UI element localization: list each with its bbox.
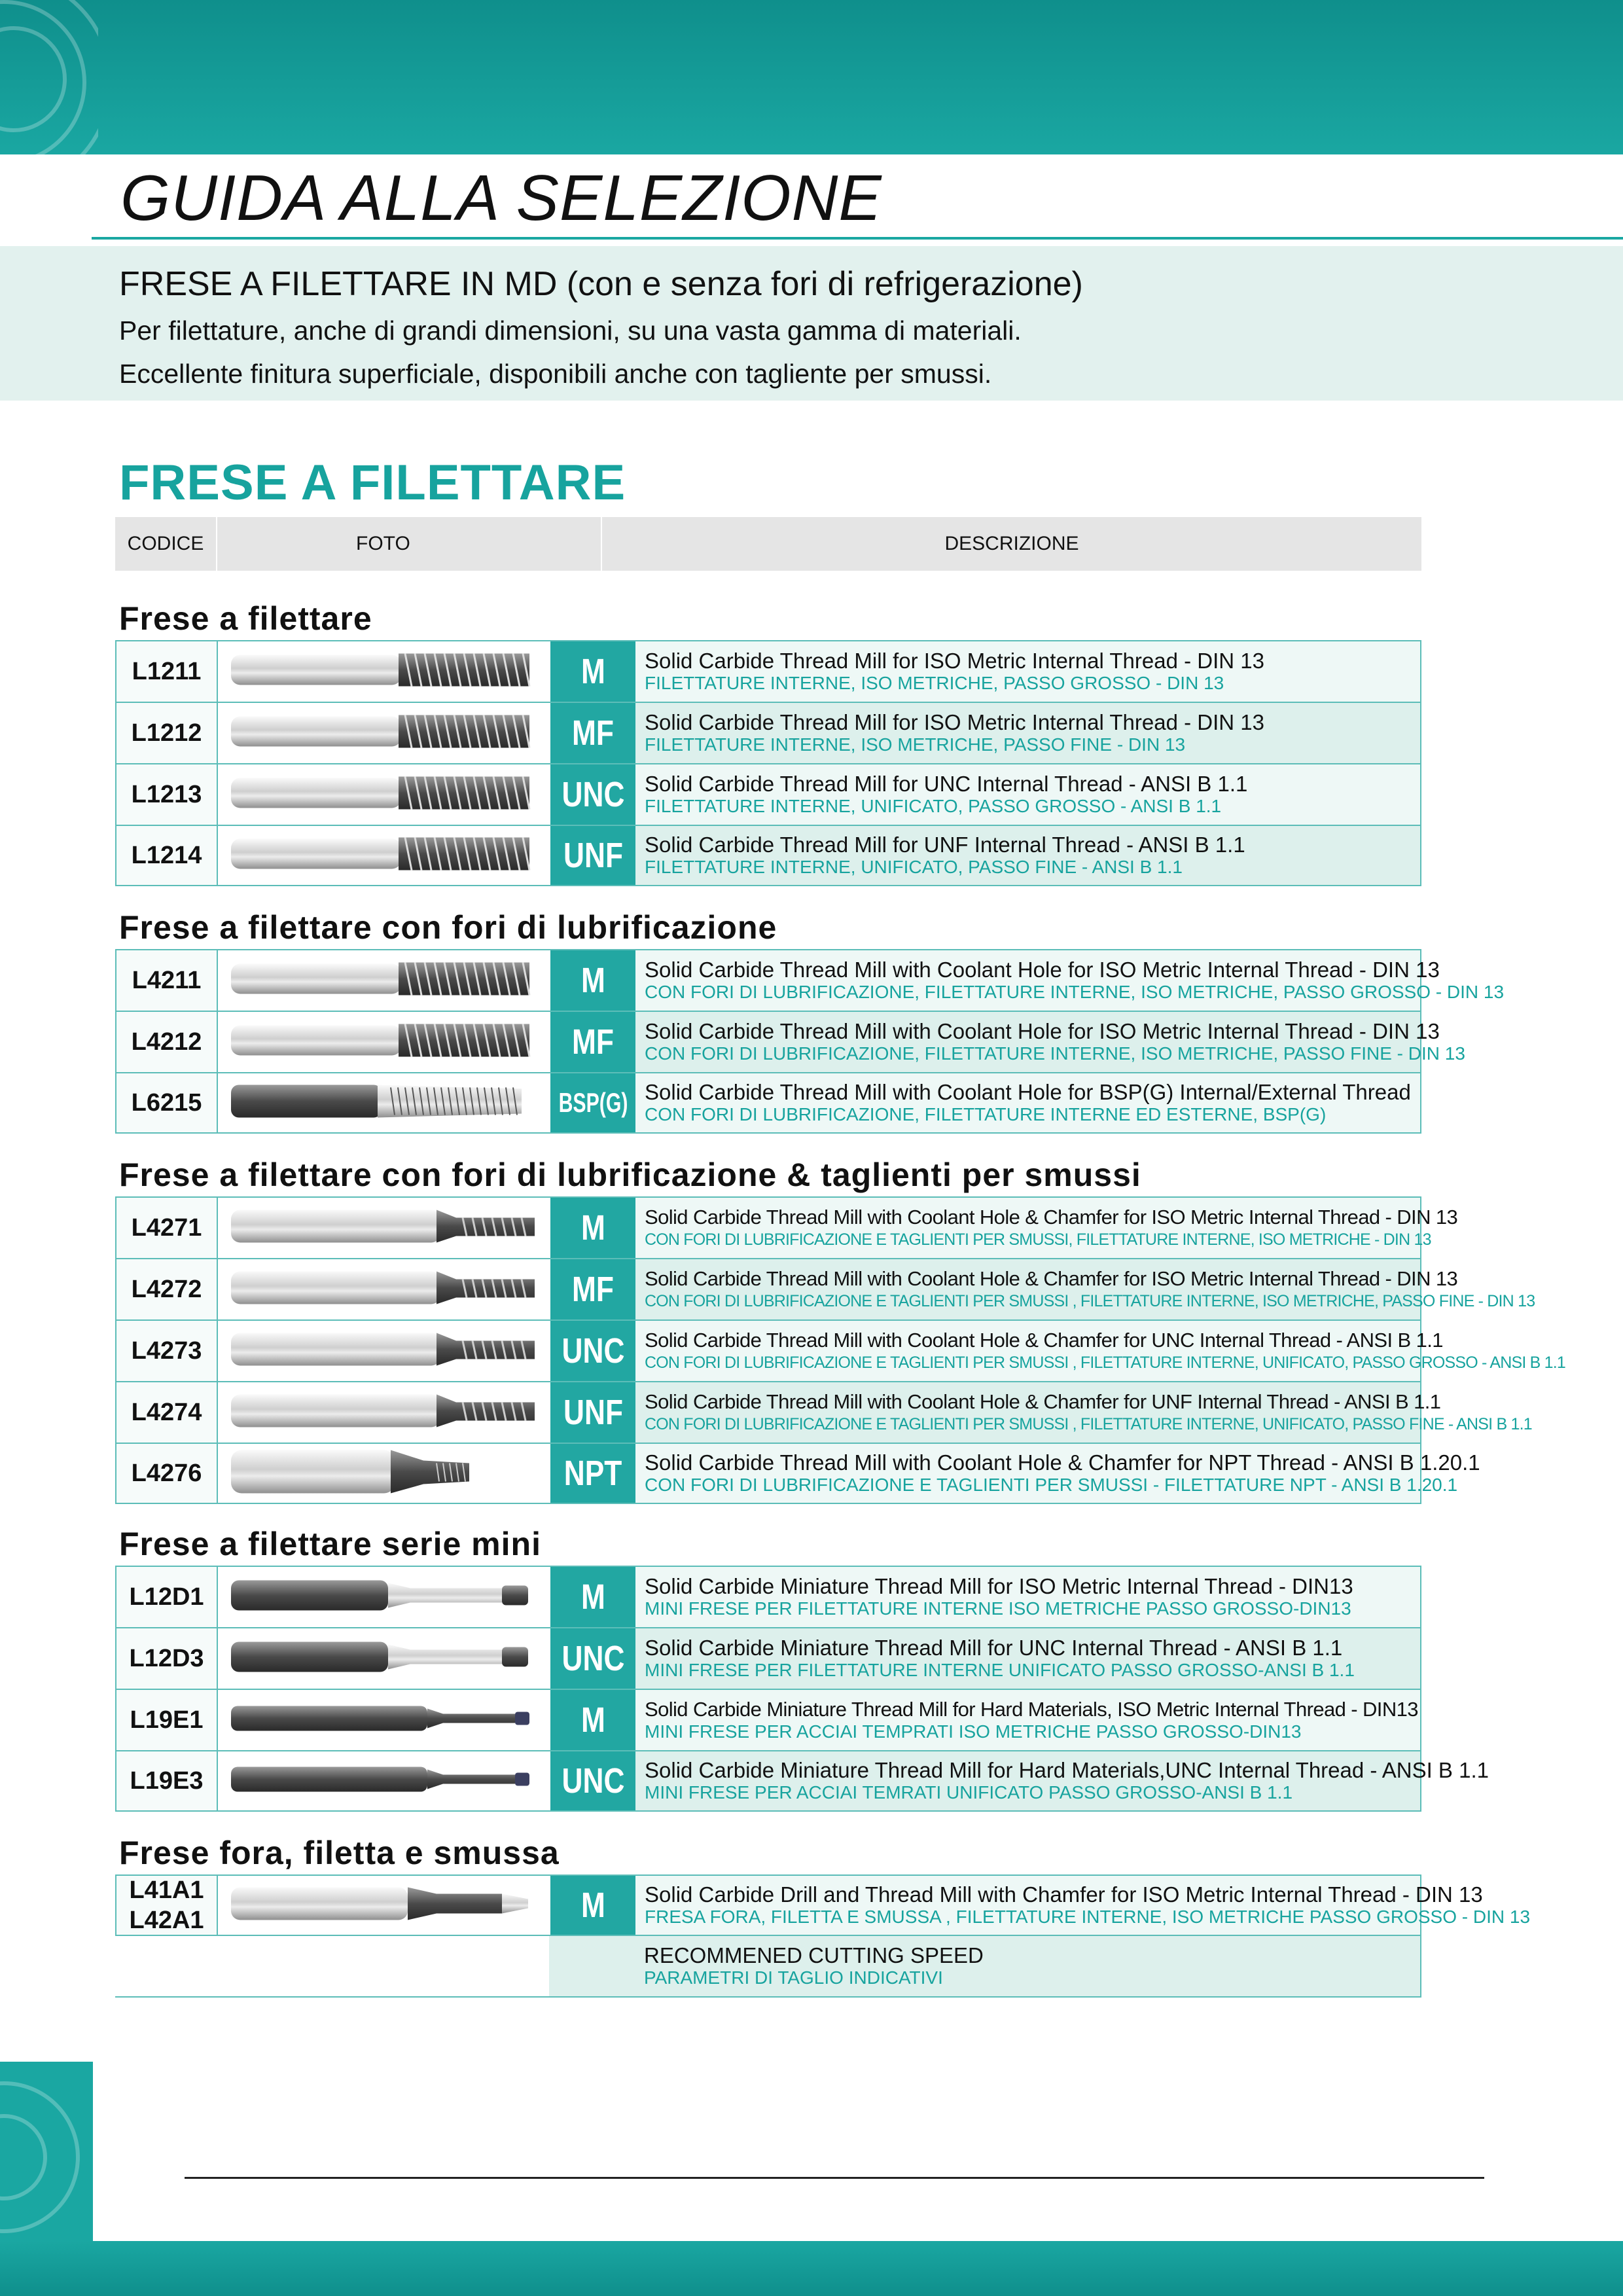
- description-italian: MINI FRESE PER ACCIAI TEMRATI UNIFICATO PASSO GROSSO-ANSI B 1.1: [645, 1782, 1293, 1803]
- thread-type-label: UNC: [562, 1331, 624, 1371]
- tool-photo: [218, 641, 550, 702]
- table-row: [115, 1381, 1532, 1443]
- description-english: Solid Carbide Thread Mill with Coolant Hole for ISO Metric Internal Thread - DIN 13: [645, 958, 1440, 982]
- description-english: Solid Carbide Miniature Thread Mill for Hard Materials,UNC Internal Thread - ANSI B 1.1: [645, 1758, 1489, 1782]
- description-english: Solid Carbide Thread Mill for ISO Metric Internal Thread - DIN 13: [645, 710, 1264, 734]
- tool-photo: [218, 1444, 550, 1503]
- intro-heading: FRESE A FILETTARE IN MD (con e senza fori di refrigerazione): [119, 265, 1083, 303]
- product-code-text: L4272: [131, 1276, 202, 1303]
- tool-photo: [218, 1628, 550, 1689]
- product-code-text: L19E1: [130, 1706, 204, 1734]
- mini-thread-mill-icon: [227, 1571, 535, 1623]
- product-code-text: L4211: [132, 967, 202, 994]
- description-cell: [635, 1073, 1420, 1132]
- chamfer-thread-mill-icon: [227, 1202, 535, 1254]
- description-italian: MINI FRESE PER FILETTATURE INTERNE UNIFICATO PASSO GROSSO-ANSI B 1.1: [645, 1660, 1355, 1680]
- tool-photo: [218, 1198, 550, 1258]
- cutting-speed-spacer: [115, 1936, 550, 1998]
- thread-mill-icon: [227, 955, 535, 1007]
- description-english: Solid Carbide Thread Mill with Coolant Hole for BSP(G) Internal/External Thread: [645, 1080, 1411, 1104]
- description-english: Solid Carbide Thread Mill with Coolant Hole & Chamfer for UNC Internal Thread - ANSI B 1.1: [645, 1329, 1443, 1352]
- thread-mill-icon: [227, 646, 535, 698]
- table-row: [115, 763, 1421, 825]
- table-row: [115, 1750, 1489, 1812]
- description-english: Solid Carbide Thread Mill with Coolant Hole & Chamfer for ISO Metric Internal Thread - DIN 13: [645, 1206, 1458, 1229]
- table-row: [115, 1566, 1421, 1627]
- thread-type-badge: [550, 1382, 635, 1443]
- thread-type-badge: [550, 764, 635, 825]
- product-code: [116, 703, 218, 763]
- description-cell: [635, 1628, 1420, 1689]
- product-code: [116, 950, 218, 1011]
- product-code: [116, 1751, 218, 1810]
- group-title: Frese a filettare con fori di lubrificazione & taglienti per smussi: [119, 1157, 1141, 1193]
- tool-photo: [218, 1321, 550, 1381]
- description-italian: MINI FRESE PER FILETTATURE INTERNE ISO METRICHE PASSO GROSSO-DIN13: [645, 1598, 1351, 1619]
- thread-type-badge: [550, 1876, 635, 1935]
- table-row: [115, 1196, 1458, 1258]
- footer-band: [0, 2241, 1623, 2296]
- description-cell: [635, 1567, 1420, 1627]
- product-code: [116, 1382, 218, 1443]
- npt-thread-mill-icon: [227, 1448, 535, 1499]
- table-row: [115, 1874, 1531, 1936]
- table-row: [115, 1689, 1421, 1750]
- description-cell: [635, 826, 1420, 885]
- description-cell: [635, 1751, 1489, 1810]
- table-row: [115, 1072, 1421, 1134]
- thread-type-badge: [550, 641, 635, 702]
- cutting-speed-text: [644, 1936, 984, 1996]
- product-code: [116, 1690, 218, 1750]
- product-code-text: L4212: [131, 1028, 202, 1056]
- chamfer-thread-mill-icon: [227, 1264, 535, 1316]
- description-italian: CON FORI DI LUBRIFICAZIONE E TAGLIENTI PER SMUSSI , FILETTATURE INTERNE, ISO METRICHE, PASSO FINE - DIN 13: [645, 1292, 1535, 1310]
- thread-type-label: M: [580, 652, 605, 691]
- description-english: Solid Carbide Miniature Thread Mill for ISO Metric Internal Thread - DIN13: [645, 1574, 1353, 1598]
- tool-photo: [218, 950, 550, 1011]
- drill-thread-mill-icon: [227, 1880, 535, 1931]
- table-row: [115, 640, 1421, 702]
- thread-type-label: M: [580, 1208, 605, 1247]
- product-code-text: L4274: [131, 1399, 202, 1426]
- product-code-text: L6215: [131, 1089, 202, 1117]
- description-italian: CON FORI DI LUBRIFICAZIONE, FILETTATURE INTERNE, ISO METRICHE, PASSO FINE - DIN 13: [645, 1043, 1465, 1064]
- chamfer-thread-mill-icon: [227, 1387, 535, 1439]
- thread-type-label: UNF: [563, 1393, 623, 1432]
- description-english: Solid Carbide Thread Mill with Coolant Hole for ISO Metric Internal Thread - DIN 13: [645, 1019, 1440, 1043]
- description-cell: [635, 764, 1420, 825]
- table-row: [115, 1443, 1480, 1504]
- intro-line-2: Eccellente finitura superficiale, disponibili anche con tagliente per smussi.: [119, 359, 992, 389]
- title-underline: [92, 237, 1623, 240]
- thread-type-label: UNC: [562, 775, 624, 814]
- thread-type-badge: [550, 1259, 635, 1319]
- product-code-text: L12D3: [129, 1645, 204, 1672]
- mini-thread-mill-icon: [227, 1633, 535, 1685]
- tool-photo: [218, 1259, 550, 1319]
- description-italian: FILETTATURE INTERNE, ISO METRICHE, PASSO GROSSO - DIN 13: [645, 673, 1224, 693]
- group-title: Frese a filettare: [119, 600, 372, 637]
- thread-type-label: UNF: [563, 836, 623, 875]
- mini-thread-mill-hard-icon: [227, 1755, 535, 1807]
- table-row: [115, 1011, 1465, 1072]
- product-code-text: L19E3: [130, 1767, 204, 1795]
- description-italian: CON FORI DI LUBRIFICAZIONE E TAGLIENTI PER SMUSSI , FILETTATURE INTERNE, UNIFICATO, PASSO GROSSO - ANSI B 1.1: [645, 1354, 1566, 1372]
- tool-photo: [218, 1751, 550, 1810]
- product-code-text: L41A1: [129, 1876, 204, 1904]
- description-english: Solid Carbide Thread Mill for UNF Internal Thread - ANSI B 1.1: [645, 833, 1245, 857]
- page-title: GUIDA ALLA SELEZIONE: [120, 162, 882, 234]
- thread-type-label: M: [580, 1886, 605, 1925]
- product-code: [116, 1321, 218, 1381]
- product-code: [116, 1444, 218, 1503]
- product-code-text: L4273: [131, 1337, 202, 1365]
- product-code-text: L1212: [131, 719, 202, 747]
- tool-photo: [218, 1382, 550, 1443]
- group-title: Frese a filettare serie mini: [119, 1526, 541, 1562]
- thread-type-badge: [550, 1444, 635, 1503]
- description-italian: MINI FRESE PER ACCIAI TEMPRATI ISO METRICHE PASSO GROSSO-DIN13: [645, 1721, 1302, 1742]
- thread-type-label: MF: [572, 1270, 614, 1309]
- product-code: [116, 1259, 218, 1319]
- thread-type-badge: [550, 1690, 635, 1750]
- table-row: [115, 1258, 1535, 1319]
- description-cell: [635, 1444, 1480, 1503]
- thread-type-badge: [550, 703, 635, 763]
- thread-type-label: M: [580, 1700, 605, 1740]
- intro-line-1: Per filettature, anche di grandi dimensioni, su una vasta gamma di materiali.: [119, 315, 1022, 346]
- thread-type-label: UNC: [562, 1639, 624, 1678]
- column-header-code: CODICE: [115, 517, 216, 571]
- description-italian: CON FORI DI LUBRIFICAZIONE E TAGLIENTI PER SMUSSI - FILETTATURE NPT - ANSI B 1.20.1: [645, 1475, 1458, 1495]
- group-title: Frese fora, filetta e smussa: [119, 1835, 560, 1871]
- cutting-speed-english: RECOMMENED CUTTING SPEED: [644, 1943, 984, 1967]
- table-row: [115, 949, 1505, 1011]
- description-english: Solid Carbide Thread Mill with Coolant Hole & Chamfer for ISO Metric Internal Thread - DIN 13: [645, 1267, 1458, 1290]
- thread-type-badge: [550, 1567, 635, 1627]
- tool-photo: [218, 826, 550, 885]
- thread-type-label: BSP(G): [558, 1087, 628, 1118]
- description-cell: [635, 1382, 1532, 1443]
- description-italian: CON FORI DI LUBRIFICAZIONE, FILETTATURE INTERNE ED ESTERNE, BSP(G): [645, 1104, 1327, 1124]
- description-italian: FILETTATURE INTERNE, UNIFICATO, PASSO GROSSO - ANSI B 1.1: [645, 796, 1222, 816]
- description-cell: [635, 1198, 1458, 1258]
- product-code-text: L4276: [131, 1460, 202, 1487]
- column-header-photo: FOTO: [217, 517, 601, 571]
- footer-panel: [93, 2062, 1623, 2241]
- description-cell: [635, 703, 1420, 763]
- description-cell: [635, 1259, 1535, 1319]
- thread-type-badge: [550, 826, 635, 885]
- product-code-text: L1213: [131, 781, 202, 808]
- table-row: [115, 1627, 1421, 1689]
- description-english: Solid Carbide Drill and Thread Mill with Chamfer for ISO Metric Internal Thread - DIN 13: [645, 1882, 1483, 1907]
- tool-photo: [218, 1690, 550, 1750]
- product-code: [116, 1628, 218, 1689]
- tool-photo: [218, 1012, 550, 1072]
- header-band: [0, 0, 1623, 154]
- table-row: [115, 825, 1421, 886]
- section-title: FRESE A FILETTARE: [119, 455, 626, 511]
- thread-mill-icon: [227, 708, 535, 759]
- thread-type-badge: [550, 1073, 635, 1132]
- description-english: Solid Carbide Thread Mill with Coolant Hole & Chamfer for UNF Internal Thread - ANSI B 1.1: [645, 1390, 1441, 1413]
- product-code-text: L42A1: [129, 1907, 204, 1934]
- thread-mill-icon: [227, 1016, 535, 1068]
- globe-decoration-icon: [0, 0, 98, 236]
- cutting-speed-italian: PARAMETRI DI TAGLIO INDICATIVI: [644, 1967, 943, 1988]
- product-code: [116, 1567, 218, 1627]
- description-italian: FILETTATURE INTERNE, UNIFICATO, PASSO FINE - ANSI B 1.1: [645, 857, 1183, 877]
- bsp-thread-mill-icon: [227, 1077, 535, 1129]
- product-code-text: L1214: [131, 842, 202, 869]
- description-english: Solid Carbide Miniature Thread Mill for UNC Internal Thread - ANSI B 1.1: [645, 1636, 1343, 1660]
- thread-type-badge: [550, 1751, 635, 1810]
- column-header-description: DESCRIZIONE: [602, 517, 1421, 571]
- description-english: Solid Carbide Miniature Thread Mill for Hard Materials, ISO Metric Internal Thread - DIN13: [645, 1698, 1418, 1721]
- thread-type-badge: [550, 1628, 635, 1689]
- thread-type-label: MF: [572, 1022, 614, 1062]
- thread-type-badge: [550, 950, 635, 1011]
- table-row: [115, 1319, 1566, 1381]
- tool-photo: [218, 703, 550, 763]
- thread-type-badge: [550, 1012, 635, 1072]
- mini-thread-mill-hard-icon: [227, 1695, 535, 1746]
- product-code: [116, 764, 218, 825]
- group-title: Frese a filettare con fori di lubrificazione: [119, 909, 777, 946]
- chamfer-thread-mill-icon: [227, 1325, 535, 1377]
- product-code: [116, 641, 218, 702]
- description-cell: [635, 1690, 1420, 1750]
- footer-globe-icon: [0, 2062, 93, 2245]
- thread-type-label: MF: [572, 713, 614, 753]
- tool-photo: [218, 1876, 550, 1935]
- product-code: [116, 1198, 218, 1258]
- thread-type-label: M: [580, 1577, 605, 1617]
- description-english: Solid Carbide Thread Mill with Coolant Hole & Chamfer for NPT Thread - ANSI B 1.20.1: [645, 1450, 1480, 1475]
- description-cell: [635, 1321, 1566, 1381]
- description-italian: CON FORI DI LUBRIFICAZIONE E TAGLIENTI PER SMUSSI, FILETTATURE INTERNE, ISO METRICHE - DIN 13: [645, 1230, 1431, 1249]
- description-cell: [635, 641, 1420, 702]
- thread-type-label: UNC: [562, 1761, 624, 1801]
- tool-photo: [218, 1567, 550, 1627]
- description-english: Solid Carbide Thread Mill for UNC Internal Thread - ANSI B 1.1: [645, 772, 1248, 796]
- thread-mill-icon: [227, 769, 535, 821]
- thread-mill-icon: [227, 830, 535, 882]
- thread-type-label: NPT: [563, 1454, 622, 1493]
- tool-photo: [218, 1073, 550, 1132]
- thread-type-badge: [550, 1321, 635, 1381]
- footer-rule: [185, 2177, 1484, 2179]
- product-code: [116, 1876, 218, 1935]
- description-english: Solid Carbide Thread Mill for ISO Metric Internal Thread - DIN 13: [645, 649, 1264, 673]
- tool-photo: [218, 764, 550, 825]
- product-code-text: L12D1: [129, 1583, 204, 1611]
- thread-type-label: M: [580, 961, 605, 1000]
- description-italian: FILETTATURE INTERNE, ISO METRICHE, PASSO FINE - DIN 13: [645, 734, 1186, 755]
- product-code: [116, 1012, 218, 1072]
- description-cell: [635, 1876, 1531, 1935]
- description-italian: CON FORI DI LUBRIFICAZIONE E TAGLIENTI PER SMUSSI , FILETTATURE INTERNE, UNIFICATO, PASSO FINE - ANSI B 1.1: [645, 1415, 1532, 1433]
- product-code: [116, 1073, 218, 1132]
- product-code-text: L4271: [131, 1214, 202, 1242]
- description-italian: FRESA FORA, FILETTA E SMUSSA , FILETTATURE INTERNE, ISO METRICHE PASSO GROSSO - DIN 13: [645, 1907, 1531, 1927]
- description-cell: [635, 950, 1505, 1011]
- cutting-speed-row[interactable]: [549, 1936, 1421, 1998]
- product-code: [116, 826, 218, 885]
- product-code-text: L1211: [132, 658, 202, 685]
- description-italian: CON FORI DI LUBRIFICAZIONE, FILETTATURE INTERNE, ISO METRICHE, PASSO GROSSO - DIN 13: [645, 982, 1505, 1002]
- description-cell: [635, 1012, 1465, 1072]
- table-row: [115, 702, 1421, 763]
- thread-type-badge: [550, 1198, 635, 1258]
